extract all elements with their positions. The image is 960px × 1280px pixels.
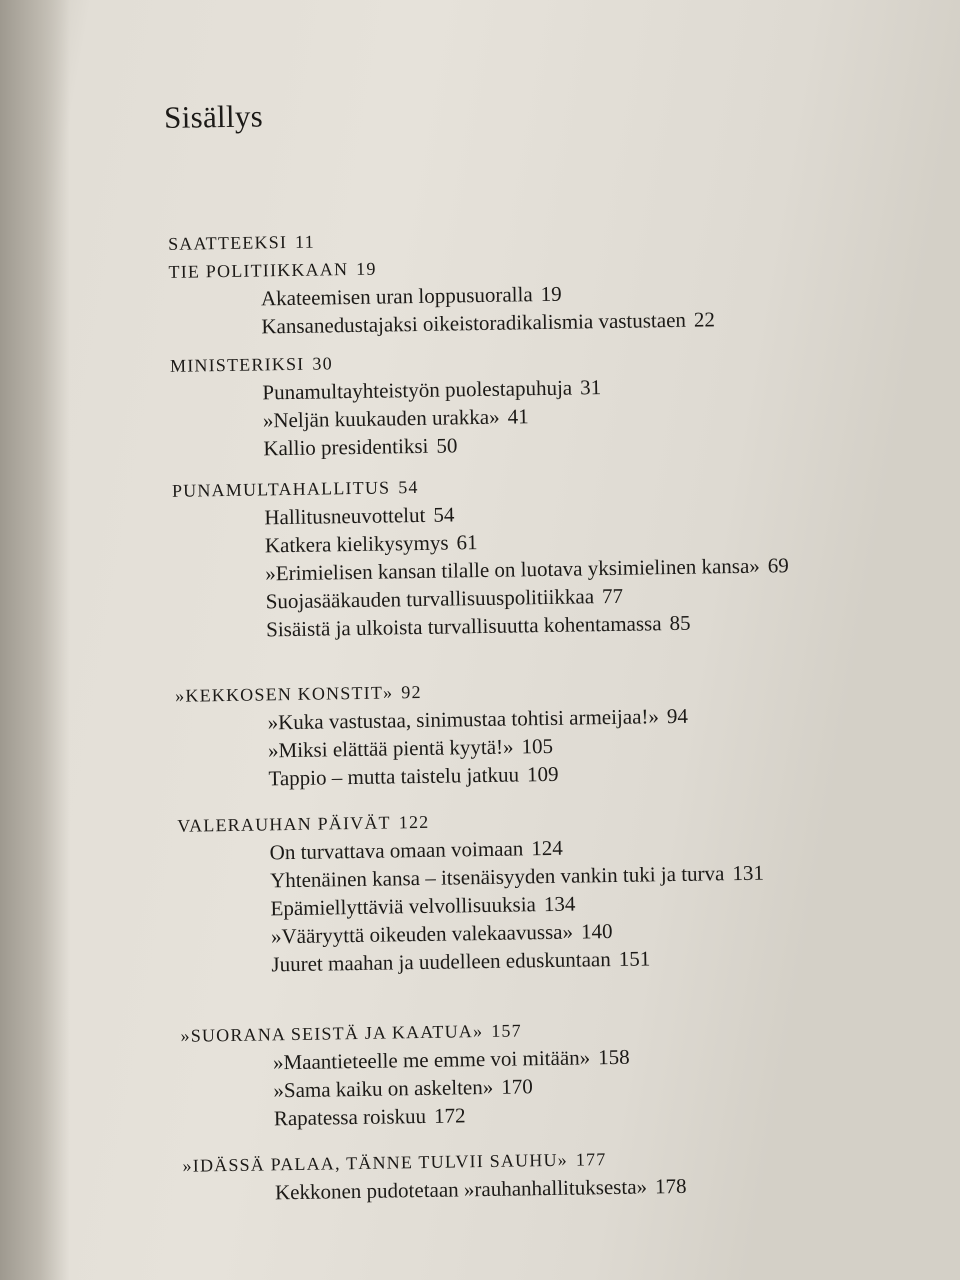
entry-page-number: 61 bbox=[456, 530, 478, 555]
entry-title: On turvattava omaan voimaan bbox=[269, 836, 524, 865]
entry-page-number: 124 bbox=[531, 835, 563, 861]
entry-title: »Sama kaiku on askelten» bbox=[273, 1074, 494, 1103]
entry-title: Suojasääkauden turvallisuuspolitiikkaa bbox=[265, 584, 595, 614]
entry-page-number: 22 bbox=[693, 307, 716, 332]
entry-page-number: 54 bbox=[433, 502, 455, 527]
toc-section bbox=[175, 672, 817, 794]
chapter-title: SAATTEEKSI bbox=[167, 232, 288, 254]
chapter-page-number: 92 bbox=[401, 681, 422, 703]
entry-title: Rapatessa roiskuu bbox=[273, 1103, 427, 1131]
entry-title: Hallitusneuvottelut bbox=[264, 502, 426, 530]
chapter-page-number: 122 bbox=[398, 811, 430, 833]
toc-section bbox=[177, 802, 820, 980]
entry-page-number: 178 bbox=[654, 1173, 687, 1199]
entry-title: »Neljän kuukauden urakka» bbox=[262, 404, 500, 433]
toc-section bbox=[180, 1012, 822, 1134]
entry-title: Yhtenäinen kansa – itsenäisyyden vankin tuki ja turva bbox=[269, 861, 725, 893]
entry-title: Tappio – mutta taistelu jatkuu bbox=[268, 762, 520, 791]
chapter-page-number: 19 bbox=[356, 258, 377, 279]
entry-title: »Maantieteelle me emme voi mitään» bbox=[272, 1045, 591, 1075]
entry-title: Kallio presidentiksi bbox=[263, 433, 429, 461]
entry-page-number: 131 bbox=[732, 860, 765, 886]
toc-section bbox=[182, 1142, 823, 1208]
entry-title: Kekkonen pudotetaan »rauhanhallituksesta» bbox=[274, 1174, 648, 1205]
entry-page-number: 151 bbox=[618, 946, 651, 971]
chapter-title: »KEKKOSEN KONSTIT» bbox=[175, 682, 394, 706]
chapter-page-number: 177 bbox=[575, 1149, 607, 1170]
entry-page-number: 19 bbox=[540, 281, 562, 307]
chapter-page-number: 30 bbox=[312, 353, 333, 374]
entry-title: »Miksi elättää pientä kyytä!» bbox=[267, 734, 514, 763]
toc-section bbox=[172, 467, 815, 645]
entry-page-number: 85 bbox=[669, 610, 691, 636]
entry-page-number: 94 bbox=[666, 703, 689, 729]
chapter-title: TIE POLITIIKKAAN bbox=[168, 259, 349, 282]
toc-section bbox=[170, 342, 812, 464]
entry-title: Akateemisen uran loppusuoralla bbox=[260, 282, 533, 311]
entry-page-number: 105 bbox=[521, 733, 554, 759]
entry-page-number: 31 bbox=[579, 375, 602, 400]
entry-page-number: 109 bbox=[526, 761, 559, 787]
entry-page-number: 170 bbox=[501, 1074, 533, 1099]
entry-page-number: 140 bbox=[580, 918, 613, 944]
chapter-page-number: 157 bbox=[491, 1020, 523, 1041]
toc-section bbox=[168, 220, 810, 342]
entry-title: Sisäistä ja ulkoista turvallisuutta kohentamassa bbox=[265, 611, 662, 642]
entry-title: »Vääryyttä oikeuden valekaavussa» bbox=[270, 919, 574, 949]
entry-page-number: 50 bbox=[436, 433, 458, 458]
entry-title: Punamultayhteistyön puolestapuhuja bbox=[262, 375, 573, 405]
entry-title: Juuret maahan ja uudelleen eduskuntaan bbox=[271, 947, 611, 977]
chapter-title: PUNAMULTAHALLITUS bbox=[171, 477, 391, 501]
entry-title: Katkera kielikysymys bbox=[264, 530, 449, 558]
entry-page-number: 158 bbox=[597, 1044, 630, 1070]
chapter-page-number: 11 bbox=[294, 231, 315, 252]
chapter-title: »SUORANA SEISTÄ JA KAATUA» bbox=[180, 1021, 484, 1046]
chapter-title: MINISTERIKSI bbox=[169, 353, 305, 376]
chapter-title: »IDÄSSÄ PALAA, TÄNNE TULVII SAUHU» bbox=[182, 1149, 569, 1176]
entry-page-number: 172 bbox=[433, 1103, 466, 1128]
entry-title: Kansanedustajaksi oikeistoradikalismia vastustaen bbox=[261, 307, 687, 339]
entry-page-number: 134 bbox=[543, 891, 576, 917]
entry-page-number: 77 bbox=[601, 583, 624, 609]
chapter-title: VALERAUHAN PÄIVÄT bbox=[177, 812, 391, 836]
chapter-page-number: 54 bbox=[398, 476, 419, 498]
entry-title: »Kuka vastustaa, sinimustaa tohtisi armeijaa!» bbox=[267, 704, 660, 735]
entry-page-number: 41 bbox=[507, 404, 529, 429]
entry-title: Epämiellyttäviä velvollisuuksia bbox=[270, 892, 537, 921]
entry-page-number: 69 bbox=[767, 553, 789, 578]
entry-title: »Erimielisen kansan tilalle on luotava yksimielinen kansa» bbox=[265, 553, 760, 586]
page-title: Sisällys bbox=[163, 98, 264, 135]
